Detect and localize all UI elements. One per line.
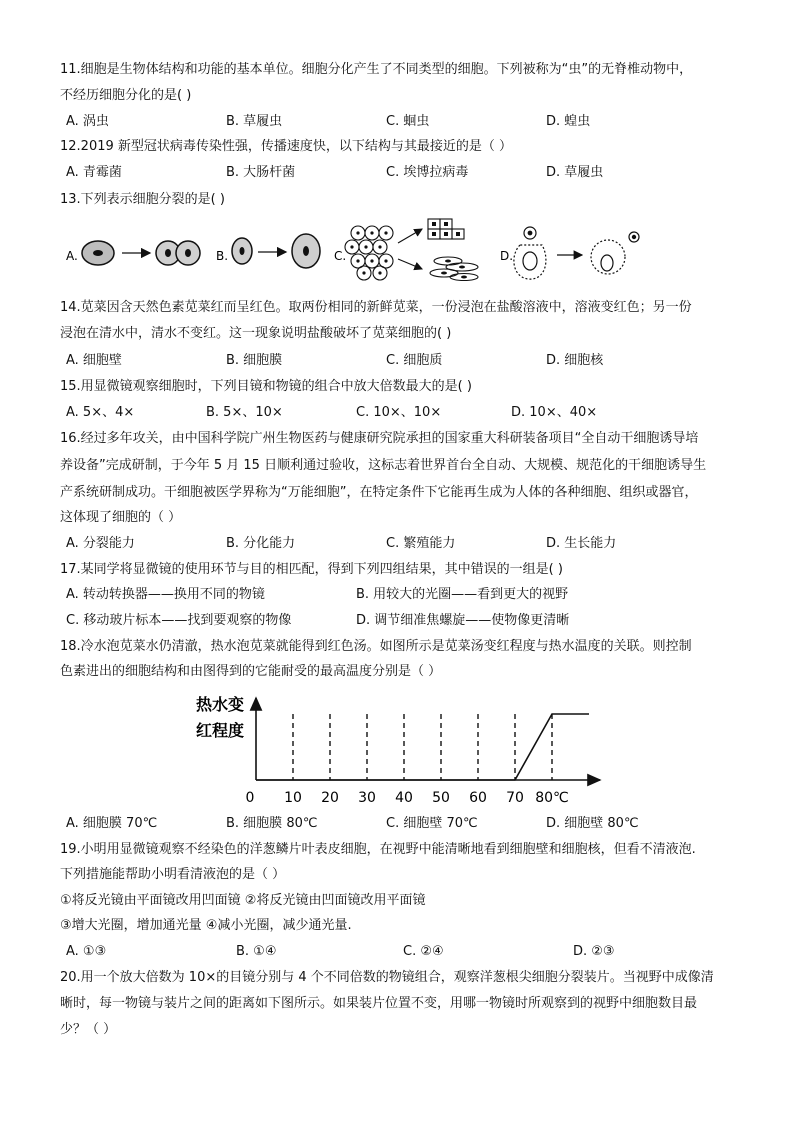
q14-stem-line2: 浸泡在清水中，清水不变红。这一现象说明盐酸破坏了苋菜细胞的( ) xyxy=(60,326,452,341)
q18-option-c[interactable]: C. 细胞壁 70℃ xyxy=(386,816,478,831)
chart-series-line xyxy=(256,714,589,780)
q12-option-b[interactable]: B. 大肠杆菌 xyxy=(226,165,296,180)
q13-figure xyxy=(60,215,740,287)
q17-option-d[interactable]: D. 调节细准焦螺旋——使物像更清晰 xyxy=(356,613,570,628)
q15-option-a[interactable]: A. 5×、4× xyxy=(66,405,135,420)
chart-xtick-label: 70 xyxy=(506,790,524,806)
q14-option-a[interactable]: A. 细胞壁 xyxy=(66,353,122,368)
q13-option-c-figure[interactable] xyxy=(345,219,478,281)
q16-stem-line2: 养设备”完成研制，于今年 5 月 15 日顺利通过验收，这标志着世界首台全自动、大规模、规范化的干细胞诱导生 xyxy=(60,458,707,473)
q13-label-a[interactable]: A. xyxy=(66,249,78,263)
q14-option-c[interactable]: C. 细胞质 xyxy=(386,353,443,368)
chart-xtick-label: 40 xyxy=(395,790,413,806)
q13-option-b-figure[interactable] xyxy=(232,234,320,268)
q13-option-a-figure[interactable] xyxy=(82,241,200,265)
q20-stem-line2: 晰时，每一物镜与装片之间的距离如下图所示。如果装片位置不变，用哪一物镜时所观察到的视野中细胞数目最 xyxy=(60,996,698,1011)
chart-xtick-label: 30 xyxy=(358,790,376,806)
q14-option-d[interactable]: D. 细胞核 xyxy=(546,353,604,368)
q18-chart xyxy=(190,688,610,810)
q18-option-d[interactable]: D. 细胞壁 80℃ xyxy=(546,816,639,831)
chart-xtick-label: 10 xyxy=(284,790,302,806)
q18-option-b[interactable]: B. 细胞膜 80℃ xyxy=(226,816,318,831)
q19-statement-3-4: ③增大光圈，增加通光量 ④减小光圈，减少通光量. xyxy=(60,918,352,933)
chart-xtick-label: 20 xyxy=(321,790,339,806)
q15-stem-line1: 15.用显微镜观察细胞时，下列目镜和物镜的组合中放大倍数最大的是( ) xyxy=(60,379,472,394)
q19-option-d[interactable]: D. ②③ xyxy=(573,944,615,959)
chart-xtick-label: 50 xyxy=(432,790,450,806)
q16-stem-line1: 16.经过多年攻关，由中国科学院广州生物医药与健康研究院承担的国家重大科研装备项目“全自动干细胞诱导培 xyxy=(60,431,699,446)
q19-option-c[interactable]: C. ②④ xyxy=(403,944,444,959)
q16-option-c[interactable]: C. 繁殖能力 xyxy=(386,536,456,551)
q12-stem-line1: 12.2019 新型冠状病毒传染性强，传播速度快，以下结构与其最接近的是（ ） xyxy=(60,139,513,154)
q12-option-d[interactable]: D. 草履虫 xyxy=(546,165,604,180)
q19-stem-line2: 下列措施能帮助小明看清液泡的是（ ） xyxy=(60,867,286,882)
q11-option-d[interactable]: D. 蝗虫 xyxy=(546,114,591,129)
q11-stem-line1: 11.细胞是生物体结构和功能的基本单位。细胞分化产生了不同类型的细胞。下列被称为“虫”的无脊椎动物中， xyxy=(60,62,693,77)
q13-label-d[interactable]: D. xyxy=(500,249,514,263)
q19-option-b[interactable]: B. ①④ xyxy=(236,944,277,959)
q12-option-c[interactable]: C. 埃博拉病毒 xyxy=(386,165,469,180)
q11-option-c[interactable]: C. 蛔虫 xyxy=(386,114,430,129)
q17-option-c[interactable]: C. 移动玻片标本——找到要观察的物像 xyxy=(66,613,292,628)
q16-option-d[interactable]: D. 生长能力 xyxy=(546,536,617,551)
chart-xtick-label: 80℃ xyxy=(535,790,569,806)
q12-option-a[interactable]: A. 青霉菌 xyxy=(66,165,122,180)
q20-stem-line3: 少？（ ） xyxy=(60,1022,117,1037)
q15-option-b[interactable]: B. 5×、10× xyxy=(206,405,283,420)
q13-label-b[interactable]: B. xyxy=(216,249,229,263)
q17-stem-line1: 17.某同学将显微镜的使用环节与目的相匹配，得到下列四组结果，其中错误的一组是( ) xyxy=(60,562,563,577)
q19-stem-line1: 19.小明用显微镜观察不经染色的洋葱鳞片叶表皮细胞，在视野中能清晰地看到细胞壁和细胞核，但看不清液泡. xyxy=(60,842,696,857)
q20-stem-line1: 20.用一个放大倍数为 10×的目镜分别与 4 个不同倍数的物镜组合，观察洋葱根尖细胞分裂装片。当视野中成像清 xyxy=(60,970,714,985)
q18-option-a[interactable]: A. 细胞膜 70℃ xyxy=(66,816,158,831)
chart-xtick-label: 0 xyxy=(245,790,255,806)
chart-ylabel-line1: 热水变 xyxy=(196,695,245,714)
q11-option-a[interactable]: A. 涡虫 xyxy=(66,114,109,129)
chart-ylabel-line2: 红程度 xyxy=(196,721,245,740)
chart-xtick-label: 60 xyxy=(469,790,487,806)
q11-option-b[interactable]: B. 草履虫 xyxy=(226,114,283,129)
q13-option-d-figure[interactable] xyxy=(514,227,639,279)
q19-statement-1-2: ①将反光镜由平面镜改用凹面镜 ②将反光镜由凹面镜改用平面镜 xyxy=(60,893,426,908)
q11-stem-line2: 不经历细胞分化的是( ) xyxy=(60,88,192,103)
q18-stem-line2: 色素进出的细胞结构和由图得到的它能耐受的最高温度分别是（ ） xyxy=(60,664,442,679)
q17-option-a[interactable]: A. 转动转换器——换用不同的物镜 xyxy=(66,587,265,602)
q15-option-c[interactable]: C. 10×、10× xyxy=(356,405,442,420)
q14-stem-line1: 14.苋菜因含天然色素苋菜红而呈红色。取两份相同的新鲜苋菜，一份浸泡在盐酸溶液中，溶液变红色；另一份 xyxy=(60,300,692,315)
q13-label-c[interactable]: C. xyxy=(334,249,347,263)
q14-option-b[interactable]: B. 细胞膜 xyxy=(226,353,283,368)
q16-option-a[interactable]: A. 分裂能力 xyxy=(66,536,135,551)
q13-stem-line1: 13.下列表示细胞分裂的是( ) xyxy=(60,192,225,207)
q16-stem-line3: 产系统研制成功。干细胞被医学界称为“万能细胞”，在特定条件下它能再生成为人体的各种细胞、组织或器官， xyxy=(60,485,698,500)
q17-option-b[interactable]: B. 用较大的光圈——看到更大的视野 xyxy=(356,587,569,602)
q16-stem-line4: 这体现了细胞的（ ） xyxy=(60,510,182,525)
q19-option-a[interactable]: A. ①③ xyxy=(66,944,107,959)
q16-option-b[interactable]: B. 分化能力 xyxy=(226,536,296,551)
q18-stem-line1: 18.冷水泡苋菜水仍清澈，热水泡苋菜就能得到红色汤。如图所示是苋菜汤变红程度与热水温度的关联。则控制 xyxy=(60,639,692,654)
q15-option-d[interactable]: D. 10×、40× xyxy=(511,405,598,420)
